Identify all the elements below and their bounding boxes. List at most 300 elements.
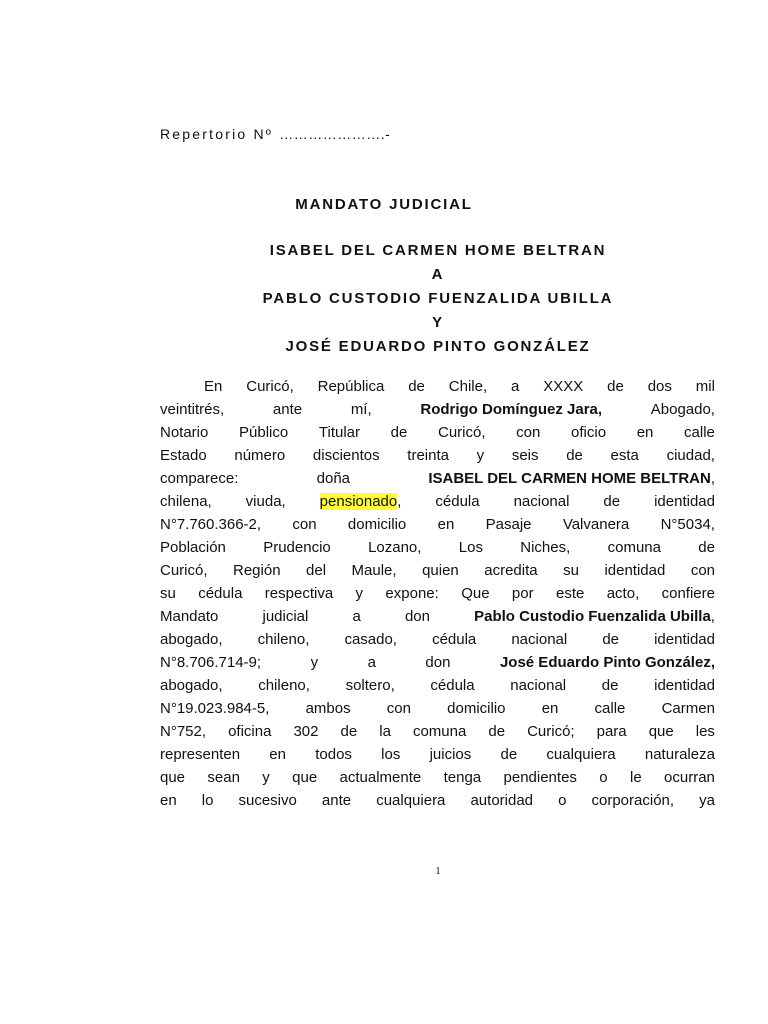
word: en	[160, 792, 177, 809]
word: confiere	[661, 585, 715, 602]
word: y	[476, 447, 485, 464]
body-word	[599, 766, 607, 789]
body-line	[160, 375, 715, 398]
body-word	[160, 674, 223, 697]
body-word	[699, 789, 715, 812]
word: su	[160, 585, 176, 602]
word: Curicó,	[246, 378, 294, 395]
body-word	[422, 559, 459, 582]
body-word	[477, 444, 485, 467]
body-word	[413, 720, 466, 743]
body-line	[160, 490, 715, 513]
body-word	[348, 513, 406, 536]
word: N°5034,	[660, 516, 715, 533]
word: Maule,	[351, 562, 397, 579]
body-word	[320, 490, 402, 513]
body-word	[344, 628, 397, 651]
word: con	[516, 424, 541, 441]
body-word	[356, 582, 364, 605]
body-word	[664, 766, 715, 789]
word: acto,	[606, 585, 640, 602]
word: Mandato	[160, 608, 219, 625]
bold-name: José Eduardo Pinto González,	[499, 654, 715, 671]
word: treinta	[407, 447, 449, 464]
word: de	[698, 539, 715, 556]
word: nacional	[513, 493, 570, 510]
body-word	[542, 697, 559, 720]
body-word	[292, 766, 317, 789]
body-word	[662, 697, 715, 720]
body-word	[595, 697, 626, 720]
word: los	[381, 746, 401, 763]
body-word	[654, 674, 715, 697]
word: Curicó,	[438, 424, 486, 441]
word: juicios	[429, 746, 472, 763]
word: identidad	[604, 562, 666, 579]
word: N°8.706.714-9;	[160, 654, 262, 671]
word: mí,	[350, 401, 372, 418]
body-word	[511, 628, 567, 651]
body-word	[322, 789, 351, 812]
word: que	[648, 723, 674, 740]
word: de	[340, 723, 358, 740]
body-word	[340, 766, 422, 789]
word: Titular	[318, 424, 360, 441]
body-word	[160, 467, 238, 490]
party-grantor: ISABEL DEL CARMEN HOME BELTRAN	[269, 242, 607, 259]
word: cualquiera	[376, 792, 446, 809]
body-word	[556, 582, 584, 605]
body-line	[160, 651, 715, 674]
body-word	[306, 697, 351, 720]
body-word	[637, 421, 654, 444]
body-word	[420, 398, 602, 421]
body-word	[691, 559, 715, 582]
body-word	[207, 766, 240, 789]
word: actualmente	[339, 769, 422, 786]
word: identidad	[654, 677, 715, 694]
word: Lozano,	[368, 539, 422, 556]
body-word	[407, 444, 449, 467]
word: Pasaje	[485, 516, 532, 533]
word: quien	[422, 562, 459, 579]
body-word	[592, 789, 675, 812]
word: de	[408, 378, 425, 395]
body-word	[315, 743, 352, 766]
body-word	[160, 697, 269, 720]
body-word	[258, 674, 310, 697]
party-attorney-2: JOSÉ EDUARDO PINTO GONZÁLEZ	[285, 338, 591, 355]
word: y	[262, 769, 270, 786]
body-word	[318, 375, 385, 398]
body-word	[425, 651, 450, 674]
body-word	[543, 375, 583, 398]
body-word	[500, 651, 715, 674]
word: de	[602, 631, 619, 648]
body-word	[563, 559, 579, 582]
word: ambos	[305, 700, 351, 717]
body-word	[520, 536, 570, 559]
body-word	[160, 651, 261, 674]
body-word	[607, 375, 624, 398]
body-word	[611, 444, 639, 467]
body-word	[376, 789, 445, 812]
word: veintitrés,	[160, 401, 225, 418]
body-word	[385, 582, 438, 605]
body-word	[387, 697, 411, 720]
body-word	[306, 559, 326, 582]
body-word	[160, 536, 226, 559]
word: en	[541, 700, 559, 717]
word: chilena,	[160, 493, 212, 510]
body-word	[408, 375, 425, 398]
word: comuna	[607, 539, 661, 556]
word: de	[488, 723, 506, 740]
word: República	[317, 378, 385, 395]
word: con	[386, 700, 411, 717]
word: identidad	[654, 631, 715, 648]
body-word	[566, 444, 583, 467]
word: domicilio	[447, 700, 506, 717]
body-word	[696, 375, 715, 398]
body-line	[160, 582, 715, 605]
body-word	[160, 398, 224, 421]
body-word	[313, 444, 380, 467]
party-attorney-1: PABLO CUSTODIO FUENZALIDA UBILLA	[262, 290, 614, 307]
body-word	[684, 421, 715, 444]
word: esta	[610, 447, 639, 464]
word: ante	[321, 792, 352, 809]
body-word	[430, 743, 472, 766]
body-word	[204, 375, 222, 398]
word: Carmen	[661, 700, 715, 717]
word: cédula	[432, 631, 477, 648]
body-line	[160, 697, 715, 720]
body-word	[470, 789, 533, 812]
body-word	[501, 743, 518, 766]
word: Curicó,	[160, 562, 208, 579]
word: domicilio	[347, 516, 407, 533]
mandate-body	[160, 375, 715, 812]
body-word	[160, 513, 261, 536]
body-word	[512, 582, 534, 605]
body-word	[563, 513, 629, 536]
body-line	[160, 513, 715, 536]
word: dos	[647, 378, 672, 395]
word: nacional	[510, 677, 567, 694]
body-word	[262, 766, 270, 789]
word: este	[555, 585, 585, 602]
word: ya	[699, 792, 715, 809]
body-word	[346, 674, 395, 697]
word: ocurran	[664, 769, 715, 786]
word: de	[603, 493, 621, 510]
body-word	[651, 398, 715, 421]
word: comparece:	[160, 470, 239, 487]
body-word	[269, 743, 286, 766]
body-word	[160, 582, 176, 605]
word: en	[636, 424, 654, 441]
word: le	[629, 769, 642, 786]
word: ,	[397, 493, 402, 510]
body-word	[438, 513, 455, 536]
body-word	[571, 421, 606, 444]
body-word	[516, 421, 540, 444]
body-word	[160, 490, 212, 513]
body-word	[160, 720, 206, 743]
word: oficina	[228, 723, 272, 740]
word: Abogado,	[650, 401, 715, 418]
body-word	[160, 789, 177, 812]
word: representen	[160, 746, 241, 763]
word: abogado,	[160, 631, 223, 648]
word: todos	[315, 746, 352, 763]
word: N°7.760.366-2,	[160, 516, 262, 533]
parties-block	[0, 239, 768, 359]
word: que	[292, 769, 318, 786]
word: su	[563, 562, 579, 579]
body-word	[258, 628, 310, 651]
word: soltero,	[345, 677, 395, 694]
body-word	[649, 720, 674, 743]
body-word	[662, 582, 715, 605]
body-line	[160, 398, 715, 421]
body-word	[527, 720, 575, 743]
body-word	[246, 375, 294, 398]
body-word	[352, 605, 360, 628]
word: de	[500, 746, 518, 763]
word: calle	[684, 424, 715, 441]
body-word	[198, 582, 242, 605]
body-word	[368, 536, 421, 559]
body-line	[160, 605, 715, 628]
word: Notario	[160, 424, 209, 441]
body-word	[351, 398, 372, 421]
body-word	[602, 674, 619, 697]
party-connector-y: Y	[432, 314, 444, 331]
body-word	[654, 490, 715, 513]
body-line	[160, 421, 715, 444]
body-word	[461, 582, 489, 605]
word: en	[269, 746, 286, 763]
body-word	[696, 720, 715, 743]
word: del	[306, 562, 327, 579]
body-word	[160, 605, 218, 628]
word: expone:	[385, 585, 439, 602]
body-word	[234, 444, 285, 467]
body-word	[311, 651, 319, 674]
body-word	[160, 421, 208, 444]
word: número	[234, 447, 286, 464]
word: lo	[201, 792, 214, 809]
body-word	[368, 651, 376, 674]
word: ciudad,	[666, 447, 715, 464]
body-word	[484, 559, 537, 582]
body-word	[160, 766, 185, 789]
body-word	[546, 743, 615, 766]
body-word	[459, 536, 483, 559]
body-word	[263, 605, 309, 628]
word: de	[607, 378, 624, 395]
word: la	[379, 723, 391, 740]
body-word	[352, 559, 397, 582]
word: don	[425, 654, 451, 671]
word: sean	[207, 769, 240, 786]
body-word	[160, 743, 240, 766]
word: oficio	[571, 424, 607, 441]
word: cédula	[430, 677, 475, 694]
word: doña	[316, 470, 351, 487]
word: de	[601, 677, 619, 694]
word: Que	[461, 585, 490, 602]
body-word	[263, 536, 331, 559]
body-word	[447, 697, 505, 720]
bold-name: Pablo Custodio Fuenzalida Ubilla	[474, 608, 711, 625]
body-word	[486, 513, 532, 536]
word: viuda,	[245, 493, 286, 510]
body-word	[667, 444, 715, 467]
repertorio-number-blank: ………………….-	[279, 126, 391, 142]
body-word	[648, 375, 672, 398]
word: ,	[710, 608, 715, 625]
word: con	[292, 516, 317, 533]
body-word	[160, 559, 208, 582]
body-word	[645, 743, 715, 766]
body-word	[273, 398, 302, 421]
body-line	[160, 467, 715, 490]
word: chileno,	[257, 631, 310, 648]
body-line	[160, 559, 715, 582]
word: Niches,	[520, 539, 571, 556]
word: cédula	[435, 493, 480, 510]
word: don	[404, 608, 430, 625]
body-line	[160, 444, 715, 467]
body-line	[160, 720, 715, 743]
word: en	[437, 516, 455, 533]
word: autoridad	[470, 792, 534, 809]
body-line	[160, 789, 715, 812]
page-number: 1	[435, 865, 441, 877]
body-word	[654, 628, 715, 651]
body-word	[202, 789, 214, 812]
body-word	[341, 720, 358, 743]
word: seis	[511, 447, 539, 464]
word: por	[511, 585, 534, 602]
body-word	[379, 720, 391, 743]
body-word	[381, 743, 400, 766]
body-line	[160, 628, 715, 651]
body-line	[160, 743, 715, 766]
word: que	[160, 769, 186, 786]
word: naturaleza	[644, 746, 715, 763]
word: cédula	[198, 585, 243, 602]
word: de	[390, 424, 408, 441]
body-word	[603, 490, 620, 513]
body-word	[511, 375, 519, 398]
body-word	[504, 766, 577, 789]
word: a	[352, 608, 361, 625]
word: ante	[272, 401, 303, 418]
word: discientos	[312, 447, 380, 464]
word: identidad	[654, 493, 715, 510]
word: mil	[695, 378, 715, 395]
bold-name: ISABEL DEL CARMEN HOME BELTRAN	[428, 470, 711, 487]
body-word	[391, 421, 408, 444]
word: casado,	[344, 631, 397, 648]
word: cualquiera	[546, 746, 616, 763]
body-word	[265, 582, 333, 605]
word: Chile,	[448, 378, 488, 395]
body-line	[160, 536, 715, 559]
word: o	[558, 792, 567, 809]
body-word	[430, 674, 474, 697]
bold-name: Rodrigo Domínguez Jara,	[420, 401, 603, 418]
word: tenga	[443, 769, 482, 786]
body-word	[160, 628, 223, 651]
word: calle	[594, 700, 626, 717]
repertorio-line	[160, 126, 390, 142]
body-word	[444, 766, 482, 789]
body-word	[558, 789, 566, 812]
word: corporación,	[591, 792, 675, 809]
document-title: MANDATO JUDICIAL	[295, 196, 473, 213]
repertorio-label: Repertorio Nº	[160, 126, 274, 142]
party-connector-a: A	[431, 266, 445, 283]
word: de	[566, 447, 583, 464]
body-word	[246, 490, 286, 513]
word: Estado	[160, 447, 207, 464]
highlighted-text: pensionado	[319, 493, 398, 510]
word: respectiva	[264, 585, 334, 602]
body-word	[319, 421, 360, 444]
body-word	[292, 513, 316, 536]
word: o	[599, 769, 608, 786]
body-word	[488, 720, 505, 743]
word: para	[596, 723, 627, 740]
word: 302	[293, 723, 319, 740]
word: abogado,	[160, 677, 223, 694]
word: Curicó;	[527, 723, 575, 740]
word: nacional	[511, 631, 568, 648]
word: les	[695, 723, 715, 740]
body-word	[239, 421, 288, 444]
body-word	[160, 444, 207, 467]
body-word	[405, 605, 430, 628]
word: sucesivo	[238, 792, 297, 809]
word: y	[355, 585, 364, 602]
word: N°19.023.984-5,	[160, 700, 270, 717]
body-word	[435, 490, 479, 513]
body-word	[233, 559, 281, 582]
body-word	[608, 536, 661, 559]
word: En	[204, 378, 223, 395]
word: Región	[233, 562, 281, 579]
body-word	[293, 720, 318, 743]
body-word	[474, 605, 715, 628]
body-word	[597, 720, 627, 743]
word: N°752,	[160, 723, 207, 740]
word: judicial	[262, 608, 309, 625]
word: con	[690, 562, 715, 579]
body-word	[438, 421, 486, 444]
word: Los	[458, 539, 483, 556]
word: XXXX	[543, 378, 584, 395]
word: Público	[239, 424, 289, 441]
word: a	[367, 654, 376, 671]
body-word	[630, 766, 642, 789]
body-word	[604, 559, 665, 582]
word: acredita	[484, 562, 538, 579]
